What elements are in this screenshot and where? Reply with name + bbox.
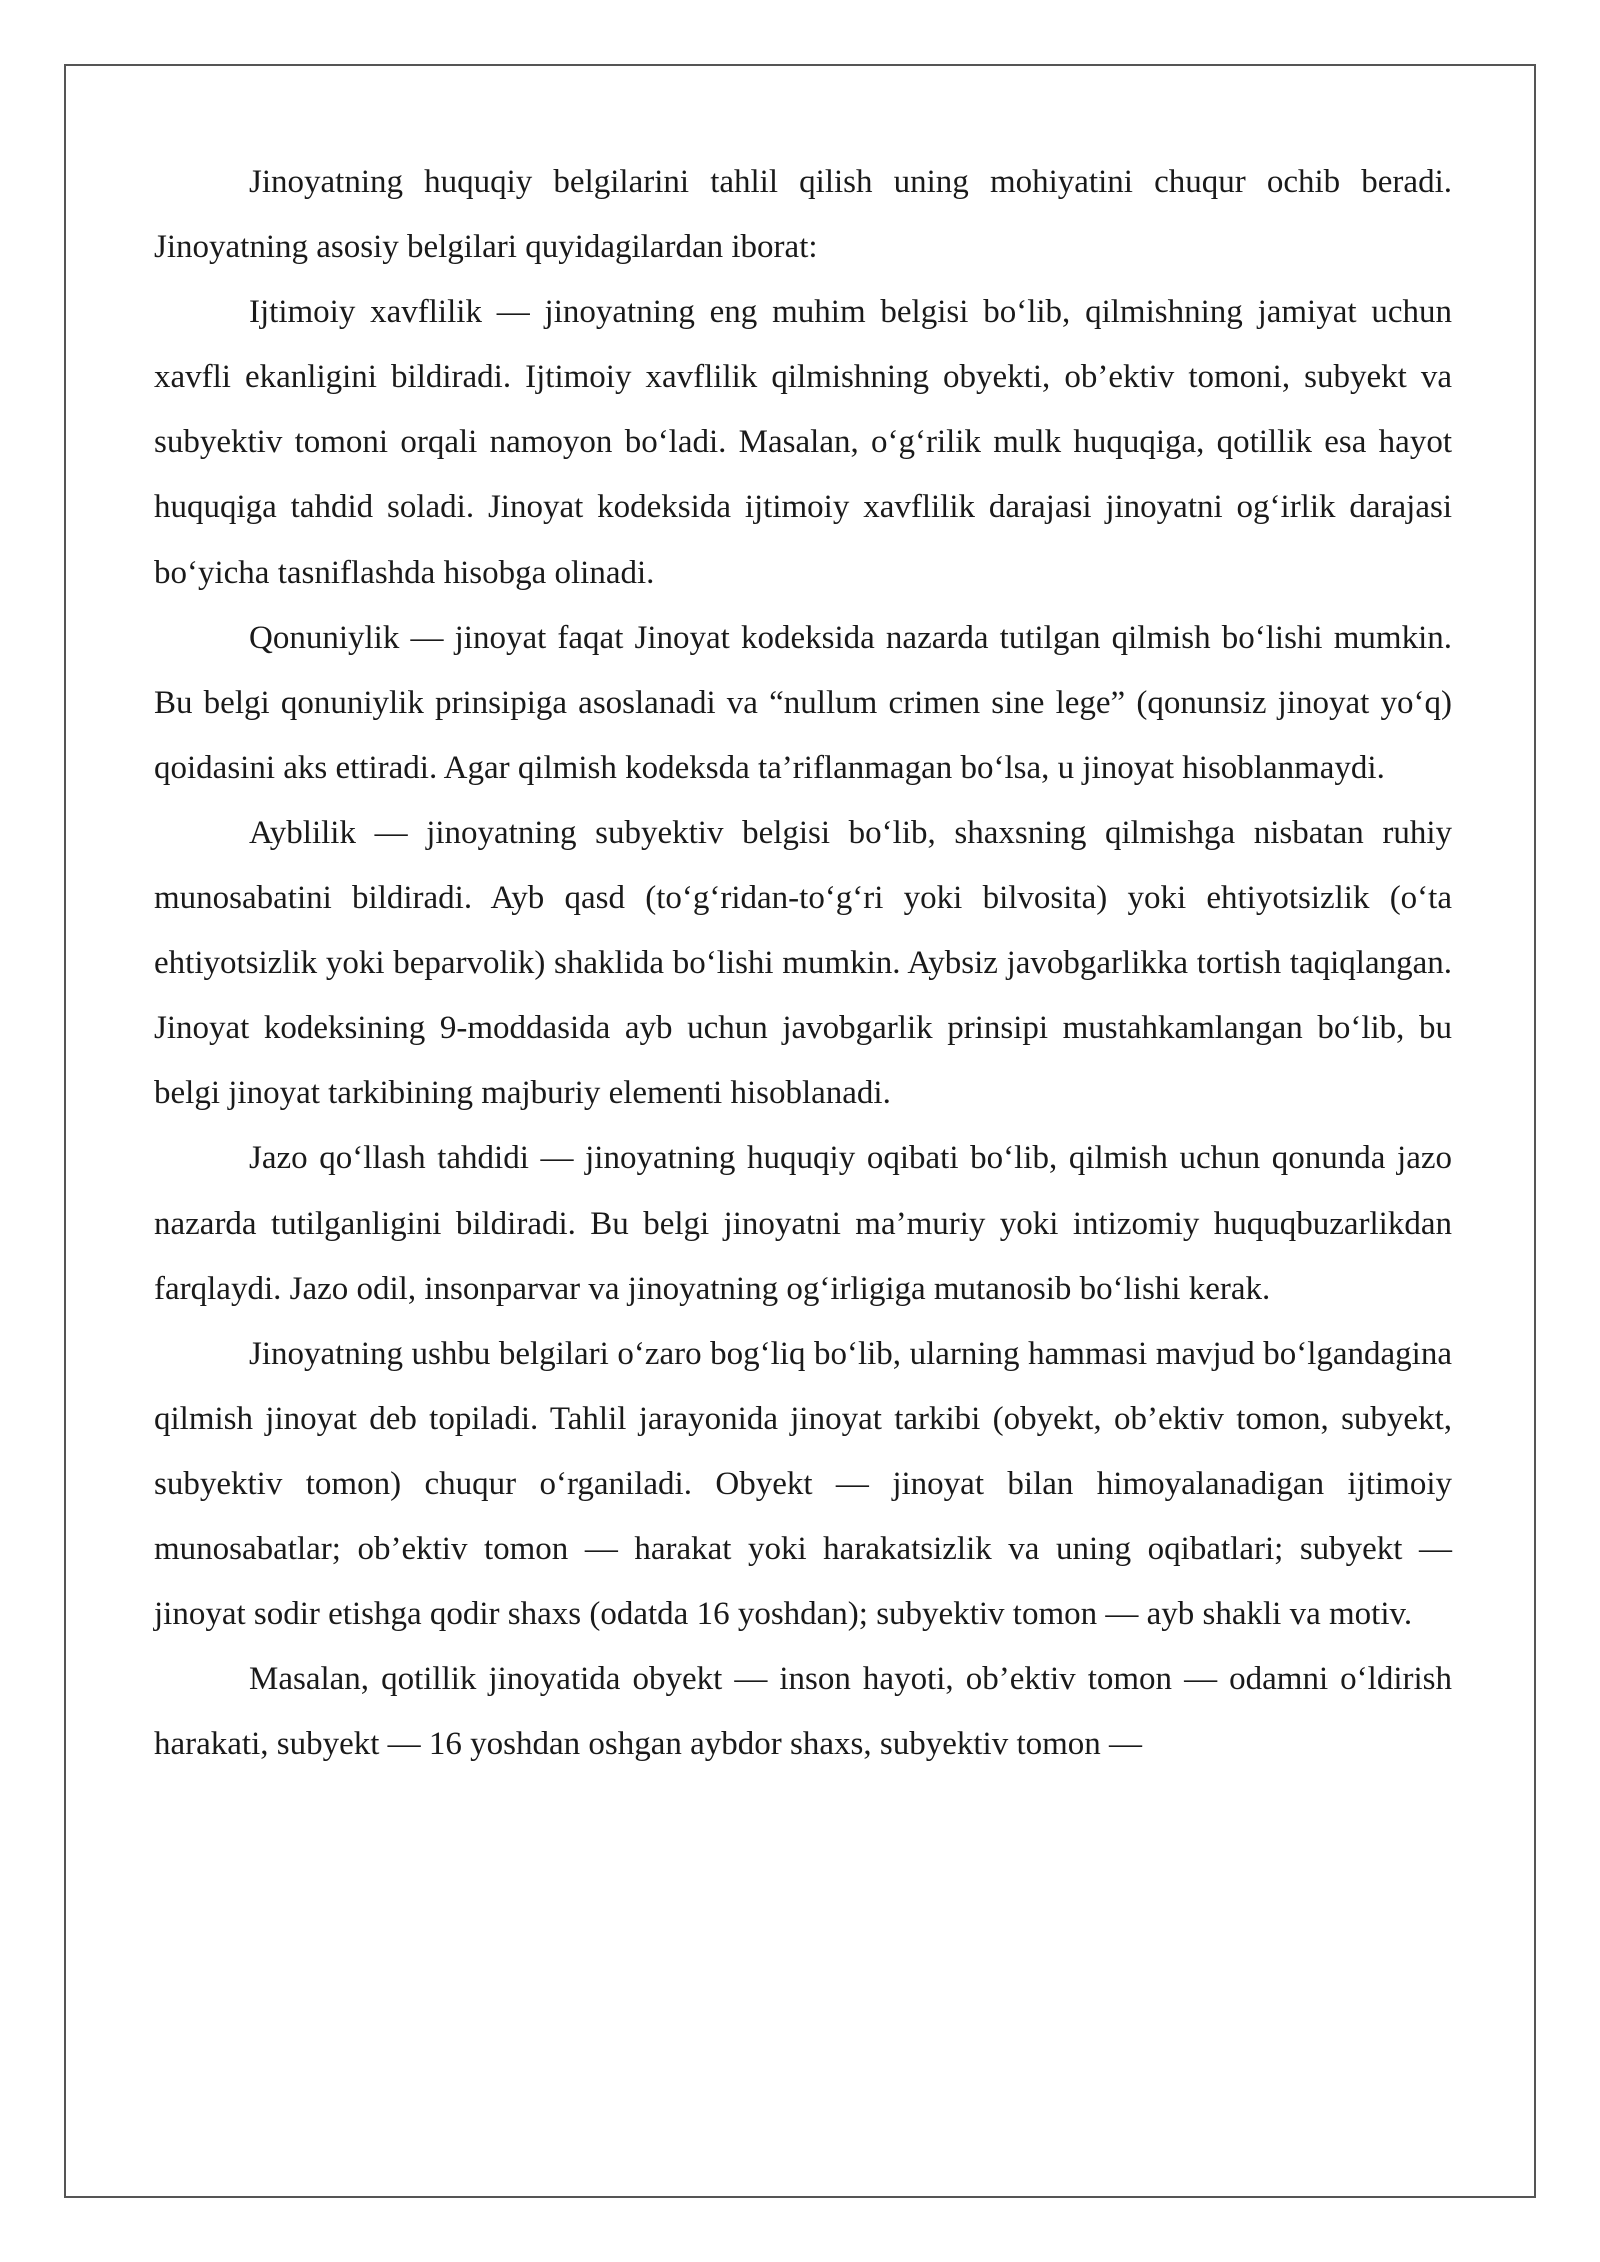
document-body <box>154 150 1452 1777</box>
paragraph-crime-composition: Jinoyatning ushbu belgilari o‘zaro bog‘liq bo‘lib, ularning hammasi mavjud bo‘lgandagina qilmish jinoyat deb topiladi. Tahlil jarayonida jinoyat tarkibi (obyekt, ob’ektiv tomon, subyekt, subyektiv tomon) chuqur o‘rganiladi. Obyekt — jinoyat bilan himoyalanadigan ijtimoiy munosabatlar; ob’ektiv tomon — harakat yoki harakatsizlik va uning oqibatlari; subyekt — jinoyat sodir etishga qodir shaxs (odatda 16 yoshdan); subyektiv tomon — ayb shakli va motiv. <box>154 1335 1452 1633</box>
paragraph-example: Masalan, qotillik jinoyatida obyekt — inson hayoti, ob’ektiv tomon — odamni o‘ldirish harakati, subyekt — 16 yoshdan oshgan aybdor shaxs, subyektiv tomon — <box>154 1661 1452 1763</box>
paragraph-legality: Qonuniylik — jinoyat faqat Jinoyat kodeksida nazarda tutilgan qilmish bo‘lishi mumkin. Bu belgi qonuniylik prinsipiga asoslanadi va “nullum crimen sine lege” (qonunsiz jinoyat yo‘q) qoidasini aks ettiradi. Agar qilmish kodeksda ta’riflanmagan bo‘lsa, u jinoyat hisoblanmaydi. <box>154 619 1452 786</box>
paragraph-intro: Jinoyatning huquqiy belgilarini tahlil qilish uning mohiyatini chuqur ochib beradi. Jinoyatning asosiy belgilari quyidagilardan iborat: <box>154 164 1452 266</box>
paragraph-punishment-threat: Jazo qo‘llash tahdidi — jinoyatning huquqiy oqibati bo‘lib, qilmish uchun qonunda jazo nazarda tutilganligini bildiradi. Bu belgi jinoyatni ma’muriy yoki intizomiy huquqbuzarlikdan farqlaydi. Jazo odil, insonparvar va jinoyatning og‘irligiga mutanosib bo‘lishi kerak. <box>154 1140 1452 1307</box>
paragraph-social-danger: Ijtimoiy xavflilik — jinoyatning eng muhim belgisi bo‘lib, qilmishning jamiyat uchun xavfli ekanligini bildiradi. Ijtimoiy xavflilik qilmishning obyekti, ob’ektiv tomoni, subyekt va subyektiv tomoni orqali namoyon bo‘ladi. Masalan, o‘g‘rilik mulk huquqiga, qotillik esa hayot huquqiga tahdid soladi. Jinoyat kodeksida ijtimoiy xavflilik darajasi jinoyatni og‘irlik darajasi bo‘yicha tasniflashda hisobga olinadi. <box>154 294 1452 591</box>
paragraph-guilt: Ayblilik — jinoyatning subyektiv belgisi bo‘lib, shaxsning qilmishga nisbatan ruhiy munosabatini bildiradi. Ayb qasd (to‘g‘ridan-to‘g‘ri yoki bilvosita) yoki ehtiyotsizlik (o‘ta ehtiyotsizlik yoki beparvolik) shaklida bo‘lishi mumkin. Aybsiz javobgarlikka tortish taqiqlangan. Jinoyat kodeksining 9-moddasida ayb uchun javobgarlik prinsipi mustahkamlangan bo‘lib, bu belgi jinoyat tarkibining majburiy elementi hisoblanadi. <box>154 814 1452 1112</box>
